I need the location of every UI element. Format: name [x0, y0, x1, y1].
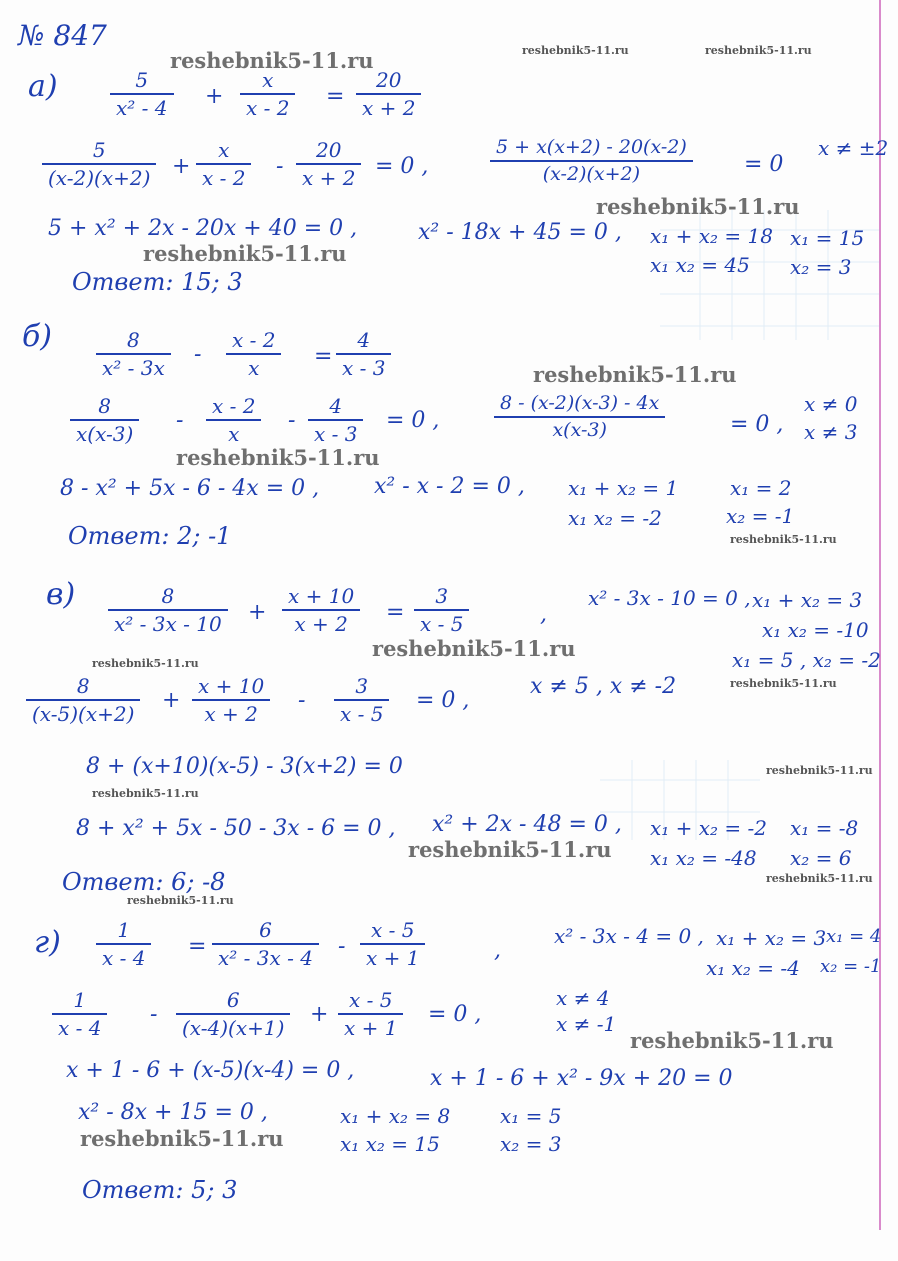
vieta-sum: x₁ + x₂ = 18: [650, 224, 773, 248]
part-label: г): [34, 925, 61, 960]
root: x₂ = -1: [726, 504, 795, 528]
operator: +: [310, 1002, 329, 1027]
watermark: reshebnik5-11.ru: [170, 48, 374, 73]
fraction: $\frac{5 + x(x+2) - 20(x-2)}{(x-2)(x+2)}$: [490, 138, 693, 184]
root: x₁ = -8: [790, 816, 859, 840]
watermark: reshebnik5-11.ru: [766, 764, 873, 777]
fraction: $\frac{6}{(x-4)(x+1)}$: [176, 990, 290, 1038]
vieta-sum: x₁ + x₂ = 8: [340, 1104, 451, 1128]
equation-tail: ,: [540, 602, 547, 627]
vieta-sum: x₁ + x₂ = 3: [752, 588, 863, 612]
watermark: reshebnik5-11.ru: [522, 44, 629, 57]
domain-condition: x ≠ 3: [804, 420, 858, 444]
operator: -: [150, 1002, 158, 1027]
operator: -: [338, 934, 346, 959]
fraction: $\frac{8 - (x-2)(x-3) - 4x}{x(x-3)}$: [494, 394, 665, 440]
operator: =: [326, 84, 345, 109]
equation-tail: = 0: [744, 152, 784, 177]
watermark: reshebnik5-11.ru: [92, 657, 199, 670]
domain-condition: x ≠ 4: [556, 986, 610, 1010]
operator: =: [386, 600, 405, 625]
root: x₁ = 4: [826, 926, 882, 947]
root: x₁ = 15: [790, 226, 865, 250]
vieta-product: x₁ x₂ = 15: [340, 1132, 440, 1156]
page-margin-line: [879, 0, 881, 1230]
fraction: $\frac{x}{x - 2}$: [196, 140, 251, 188]
vieta-sum: x₁ + x₂ = 1: [568, 476, 679, 500]
root: x₂ = -1: [820, 956, 882, 977]
answer: Ответ: 6; -8: [62, 868, 226, 896]
fraction: $\frac{x}{x - 2}$: [240, 70, 295, 118]
operator: =: [314, 344, 333, 369]
operator: -: [288, 408, 296, 433]
fraction: $\frac{x - 5}{x + 1}$: [360, 920, 425, 968]
vieta-sum: x₁ + x₂ = 3: [716, 926, 827, 950]
exercise-number: № 847: [18, 19, 107, 52]
operator: -: [276, 154, 284, 179]
fraction: $\frac{6}{\text{x² - 3x - 4}}$: [212, 920, 319, 968]
fraction: $\frac{1}{x - 4}$: [52, 990, 107, 1038]
fraction: $\frac{5}{(x-2)(x+2)}$: [42, 140, 156, 188]
watermark: reshebnik5-11.ru: [372, 636, 576, 661]
part-label: а): [28, 69, 58, 104]
quadratic-equation: x² + 2x - 48 = 0 ,: [432, 812, 622, 837]
watermark: reshebnik5-11.ru: [80, 1126, 284, 1151]
domain-condition: x ≠ 5 , x ≠ -2: [530, 674, 677, 699]
watermark: reshebnik5-11.ru: [705, 44, 812, 57]
watermark: reshebnik5-11.ru: [408, 837, 612, 862]
fraction: $\frac{8}{(x-5)(x+2)}$: [26, 676, 140, 724]
watermark: reshebnik5-11.ru: [730, 677, 837, 690]
equation-line: 5 + x² + 2x - 20x + 40 = 0 ,: [48, 216, 358, 241]
quadratic-equation: x² - x - 2 = 0 ,: [374, 474, 525, 499]
root: x₁ = 2: [730, 476, 792, 500]
operator: =: [188, 934, 207, 959]
operator: +: [248, 600, 267, 625]
operator: -: [298, 688, 306, 713]
answer: Ответ: 5; 3: [82, 1176, 238, 1204]
fraction: $\frac{x + 10}{x + 2}$: [192, 676, 270, 724]
equation-line: x + 1 - 6 + x² - 9x + 20 = 0: [430, 1066, 733, 1091]
answer: Ответ: 15; 3: [72, 268, 243, 296]
fraction: $\frac{5}{\text{x² - 4}}$: [110, 70, 174, 118]
watermark: reshebnik5-11.ru: [143, 241, 347, 266]
root: x₁ = 5: [500, 1104, 562, 1128]
domain-condition: x ≠ -1: [556, 1012, 617, 1036]
fraction: $\frac{x - 2}{x}$: [206, 396, 261, 444]
equation-tail: = 0 ,: [428, 1002, 482, 1027]
watermark: reshebnik5-11.ru: [630, 1028, 834, 1053]
fraction: $\frac{x - 5}{x + 1}$: [338, 990, 403, 1038]
watermark: reshebnik5-11.ru: [127, 894, 234, 907]
fraction: $\frac{x + 10}{x + 2}$: [282, 586, 360, 634]
fraction: $\frac{4}{x - 3}$: [308, 396, 363, 444]
domain-condition: x ≠ 0: [804, 392, 858, 416]
root: x₂ = 6: [790, 846, 852, 870]
quadratic-equation: x² - 3x - 4 = 0 ,: [554, 924, 704, 948]
vieta-product: x₁ x₂ = -10: [762, 618, 869, 642]
watermark: reshebnik5-11.ru: [92, 787, 199, 800]
vieta-product: x₁ x₂ = 45: [650, 253, 750, 277]
equation-tail: = 0 ,: [386, 408, 440, 433]
fraction: $\frac{20}{x + 2}$: [356, 70, 421, 118]
fraction: $\frac{3}{x - 5}$: [334, 676, 389, 724]
fraction: $\frac{4}{x - 3}$: [336, 330, 391, 378]
fraction: $\frac{3}{x - 5}$: [414, 586, 469, 634]
root: x₂ = 3: [790, 255, 852, 279]
part-label: б): [22, 319, 53, 354]
vieta-product: x₁ x₂ = -2: [568, 506, 662, 530]
operator: -: [194, 342, 202, 367]
equation-line: 8 + x² + 5x - 50 - 3x - 6 = 0 ,: [76, 816, 396, 841]
roots: x₁ = 5 , x₂ = -2: [732, 648, 881, 672]
domain-condition: x ≠ ±2: [818, 136, 889, 160]
watermark: reshebnik5-11.ru: [730, 533, 837, 546]
equation-line: x + 1 - 6 + (x-5)(x-4) = 0 ,: [66, 1058, 355, 1083]
equation-line: 8 - x² + 5x - 6 - 4x = 0 ,: [60, 476, 320, 501]
root: x₂ = 3: [500, 1132, 562, 1156]
vieta-product: x₁ x₂ = -48: [650, 846, 757, 870]
quadratic-equation: x² - 18x + 45 = 0 ,: [418, 220, 622, 245]
operator: -: [176, 408, 184, 433]
watermark: reshebnik5-11.ru: [766, 872, 873, 885]
fraction: $\frac{1}{x - 4}$: [96, 920, 151, 968]
fraction: $\frac{x - 2}{x}$: [226, 330, 281, 378]
equation-tail: = 0 ,: [375, 154, 429, 179]
fraction: $\frac{8}{\text{x² - 3x}}$: [96, 330, 171, 378]
answer: Ответ: 2; -1: [68, 522, 232, 550]
watermark: reshebnik5-11.ru: [176, 445, 380, 470]
part-label: в): [46, 577, 76, 612]
fraction: $\frac{8}{x(x-3)}$: [70, 396, 139, 444]
fraction: $\frac{8}{\text{x² - 3x - 10}}$: [108, 586, 228, 634]
operator: +: [162, 688, 181, 713]
equation-tail: ,: [494, 938, 501, 963]
operator: +: [205, 84, 224, 109]
vieta-product: x₁ x₂ = -4: [706, 956, 800, 980]
operator: +: [172, 154, 191, 179]
equation-tail: = 0 ,: [730, 412, 784, 437]
fraction: $\frac{20}{x + 2}$: [296, 140, 361, 188]
vieta-sum: x₁ + x₂ = -2: [650, 816, 768, 840]
quadratic-equation: x² - 3x - 10 = 0 ,: [588, 586, 751, 610]
watermark: reshebnik5-11.ru: [596, 194, 800, 219]
quadratic-equation: x² - 8x + 15 = 0 ,: [78, 1100, 268, 1125]
watermark: reshebnik5-11.ru: [533, 362, 737, 387]
equation-line: 8 + (x+10)(x-5) - 3(x+2) = 0: [86, 754, 403, 779]
equation-tail: = 0 ,: [416, 688, 470, 713]
